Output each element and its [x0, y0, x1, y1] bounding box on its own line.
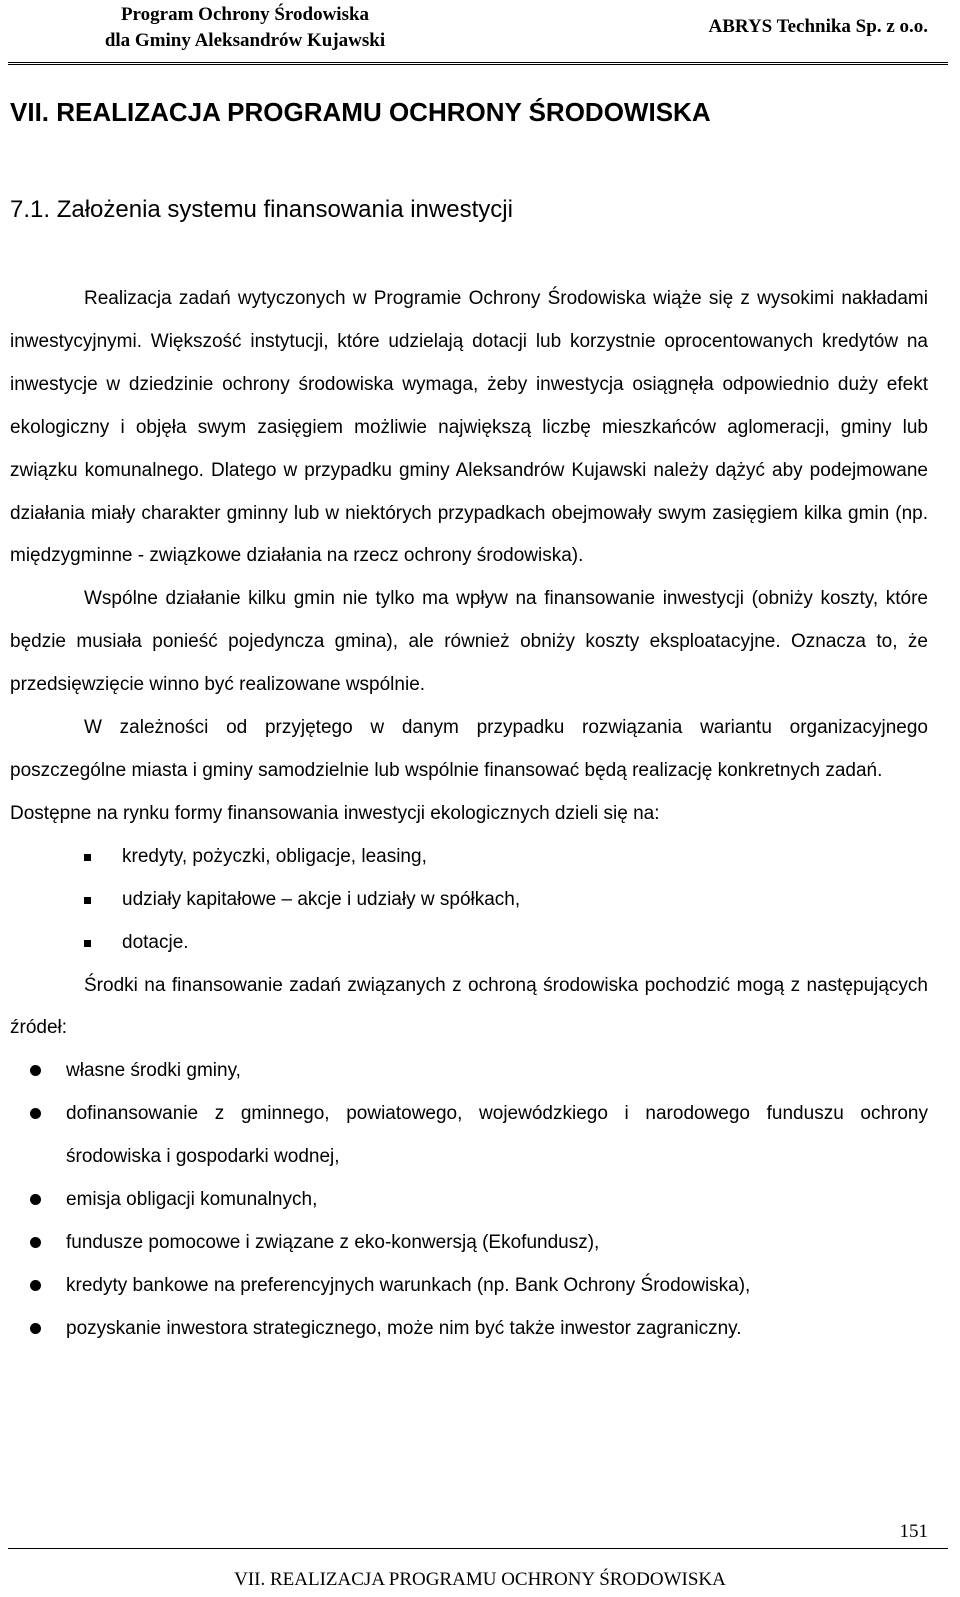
list-item-text: kredyty, pożyczki, obligacje, leasing, — [122, 845, 427, 867]
square-bullet-icon — [84, 940, 91, 947]
list-item — [10, 1179, 928, 1222]
paragraph-financing-forms-intro: Dostępne na rynku formy finansowania inwestycji ekologicznych dzieli się na: — [10, 802, 660, 824]
header-title-line2: dla Gminy Aleksandrów Kujawski — [104, 30, 386, 51]
page-header — [0, 0, 960, 62]
footer-divider — [8, 1548, 948, 1549]
bullet-dot-icon — [30, 1280, 41, 1291]
body-content — [10, 278, 928, 1351]
header-program-title — [0, 2, 490, 54]
page-number: 151 — [899, 1521, 928, 1542]
list-item — [10, 1050, 928, 1093]
list-item — [10, 879, 928, 922]
section-title: 7.1. Założenia systemu finansowania inwestycji — [10, 196, 513, 223]
list-item-text: fundusze pomocowe i związane z eko-konwersją (Ekofundusz), — [66, 1231, 600, 1253]
paragraph-requirements: Realizacja zadań wytyczonych w Programie Ochrony Środowiska wiąże się z wysokimi nakładami inwestycyjnymi. Większość instytucji, które udzielają dotacji lub korzystnie oprocentowanych kredytów na inwestycje w dziedzinie ochrony środowiska wymaga, żeby inwestycja osiągnęła odpowiednio duży efekt ekologiczny i objęła swym zasięgiem możliwie największą liczbę mieszkańców aglomeracji, gminy lub związku komunalnego. Dlatego w przypadku gminy Aleksandrów Kujawski należy dążyć aby podejmowane działania miały charakter gminny lub w niektórych przypadkach obejmowały swym zasięgiem kilka gmin (np. międzygminne - związkowe działania na rzecz ochrony środowiska). — [10, 288, 928, 567]
header-title-line1: Program Ochrony Środowiska — [120, 4, 370, 25]
list-item — [10, 1265, 928, 1308]
paragraph-organization-variant: W zależności od przyjętego w danym przypadku rozwiązania wariantu organizacyjnego poszczególne miasta i gminy samodzielnie lub wspólnie finansować będą realizację konkretnych zadań. — [10, 717, 928, 781]
header-divider — [8, 62, 948, 65]
paragraph-funding-sources-intro: Środki na finansowanie zadań związanych z ochroną środowiska pochodzić mogą z następujących źródeł: — [10, 974, 928, 1039]
bullet-dot-icon — [30, 1108, 41, 1119]
header-company: ABRYS Technika Sp. z o.o. — [708, 16, 928, 37]
list-item-text: pozyskanie inwestora strategicznego, może nim być także inwestor zagraniczny. — [66, 1317, 742, 1339]
bullet-dot-icon — [30, 1323, 41, 1334]
bullet-dot-icon — [30, 1194, 41, 1205]
page-footer: VII. REALIZACJA PROGRAMU OCHRONY ŚRODOWISKA — [234, 1569, 726, 1590]
funding-sources-list — [10, 1050, 928, 1350]
list-item — [10, 922, 928, 965]
bullet-dot-icon — [30, 1065, 41, 1076]
bullet-dot-icon — [30, 1237, 41, 1248]
chapter-title: VII. REALIZACJA PROGRAMU OCHRONY ŚRODOWISKA — [10, 97, 711, 127]
list-item-text: własne środki gminy, — [66, 1060, 241, 1082]
square-bullet-icon — [84, 854, 91, 861]
list-item-text: dofinansowanie z gminnego, powiatowego, wojewódzkiego i narodowego funduszu ochrony środowiska i gospodarki wodnej, — [66, 1103, 928, 1168]
list-item-text: kredyty bankowe na preferencyjnych warunkach (np. Bank Ochrony Środowiska), — [66, 1274, 751, 1296]
list-item — [10, 1222, 928, 1265]
square-bullet-icon — [84, 897, 91, 904]
list-item — [10, 1093, 928, 1179]
financing-forms-list — [10, 836, 928, 965]
list-item — [10, 1308, 928, 1351]
list-item-text: dotacje. — [122, 931, 189, 953]
paragraph-joint-action: Wspólne działanie kilku gmin nie tylko ma wpływ na finansowanie inwestycji (obniży koszty, które będzie musiała ponieść pojedyncza gmina), ale również obniży koszty eksploatacyjne. Oznacza to, że przedsięwzięcie winno być realizowane wspólnie. — [10, 588, 928, 696]
list-item-text: emisja obligacji komunalnych, — [66, 1189, 318, 1211]
list-item — [10, 836, 928, 879]
list-item-text: udziały kapitałowe – akcje i udziały w spółkach, — [122, 888, 521, 910]
